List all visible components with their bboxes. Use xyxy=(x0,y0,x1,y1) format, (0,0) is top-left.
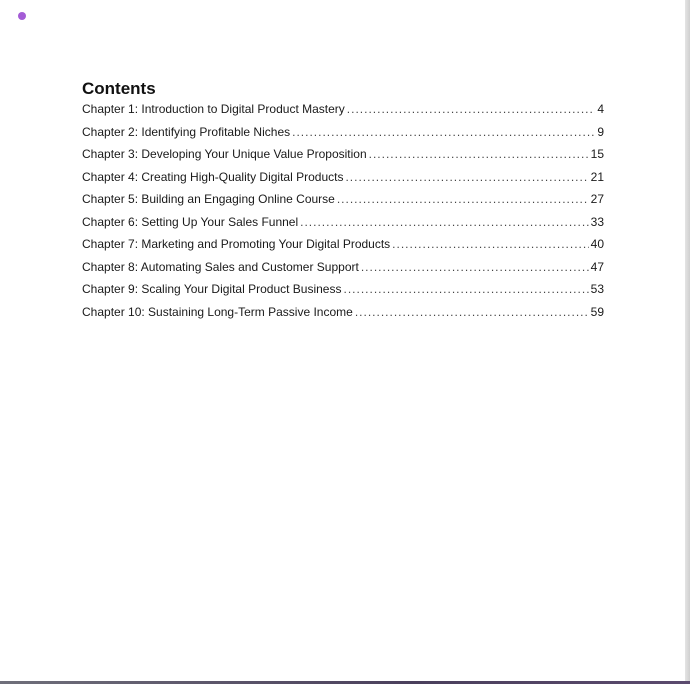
toc-entry-page: 33 xyxy=(590,214,604,229)
toc-entry-page: 21 xyxy=(590,169,604,184)
toc-entry-title: Chapter 1: Introduction to Digital Product Mastery xyxy=(82,102,345,116)
toc-dot-leader xyxy=(345,170,588,184)
toc-entry-title: Chapter 10: Sustaining Long-Term Passive Income xyxy=(82,304,353,319)
toc-dot-leader xyxy=(337,192,589,206)
toc-entry-page: 59 xyxy=(590,304,604,319)
toc-dot-leader xyxy=(343,282,588,296)
toc-entry-title: Chapter 3: Developing Your Unique Value Proposition xyxy=(82,147,367,161)
toc-entry-page: 27 xyxy=(590,192,604,206)
toc-dot-leader xyxy=(347,102,596,116)
toc-entry[interactable] xyxy=(82,102,604,125)
toc-entry-title: Chapter 5: Building an Engaging Online Course xyxy=(82,192,335,206)
toc-entry-title: Chapter 7: Marketing and Promoting Your Digital Products xyxy=(82,237,391,251)
toc-entry-title: Chapter 4: Creating High-Quality Digital Products xyxy=(82,169,344,184)
toc-entry[interactable] xyxy=(82,260,604,283)
toc-dot-leader xyxy=(300,215,589,229)
toc-dot-leader xyxy=(292,125,595,139)
toc-entry-title: Chapter 2: Identifying Profitable Niches xyxy=(82,124,291,139)
toc-entry[interactable] xyxy=(82,215,604,238)
toc-entry-page: 47 xyxy=(590,259,604,274)
toc-dot-leader xyxy=(369,147,589,161)
toc-entry-page: 9 xyxy=(597,124,604,139)
toc-entry-page: 53 xyxy=(590,282,604,296)
toc-entry-title: Chapter 6: Setting Up Your Sales Funnel xyxy=(82,214,299,229)
toc-entry-page: 4 xyxy=(597,102,604,116)
toc-entry[interactable] xyxy=(82,170,604,193)
toc-entry[interactable] xyxy=(82,305,604,328)
toc-dot-leader xyxy=(355,305,589,319)
toc-entry[interactable] xyxy=(82,282,604,305)
toc-entry-title: Chapter 9: Scaling Your Digital Product Business xyxy=(82,282,342,296)
toc-dot-leader xyxy=(361,260,589,274)
bullet-marker-icon xyxy=(18,12,26,20)
toc-entry[interactable] xyxy=(82,192,604,215)
toc-list xyxy=(82,102,604,327)
toc-entry[interactable] xyxy=(82,147,604,170)
toc-entry[interactable] xyxy=(82,125,604,148)
toc-heading: Contents xyxy=(82,79,156,98)
toc-entry-page: 15 xyxy=(590,147,604,161)
toc-dot-leader xyxy=(392,237,588,251)
page-edge-shadow xyxy=(685,0,690,684)
toc-entry-title: Chapter 8: Automating Sales and Customer Support xyxy=(82,259,359,274)
toc-entry[interactable] xyxy=(82,237,604,260)
toc-entry-page: 40 xyxy=(590,237,604,251)
